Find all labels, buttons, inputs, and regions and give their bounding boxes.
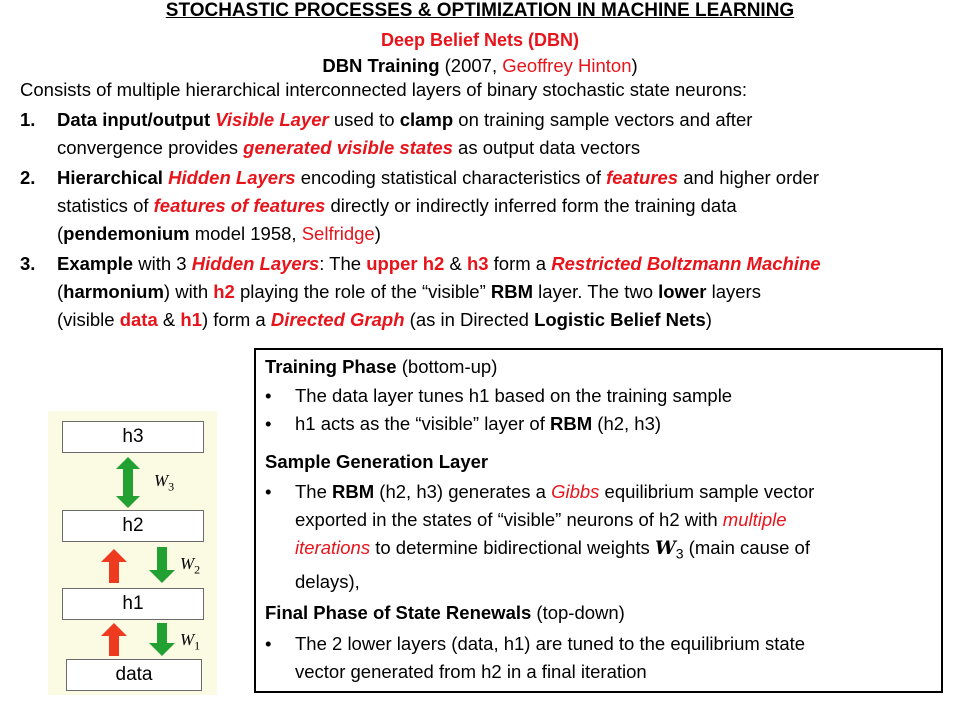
layer-h3: h3	[62, 421, 204, 453]
section-heading	[0, 55, 960, 77]
up-arrow-icon	[101, 623, 127, 656]
layer-data: data	[66, 659, 202, 691]
heading-author: Geoffrey Hinton	[502, 55, 632, 76]
item-number: 3.	[20, 253, 36, 274]
dbn-diagram	[48, 411, 217, 695]
weight-label-w2: $W_2$	[180, 554, 201, 577]
final-phase-heading: Final Phase of State Renewals (top-down)	[265, 602, 625, 623]
up-arrow-icon	[101, 549, 127, 583]
down-arrow-icon	[149, 623, 175, 656]
slide-title: STOCHASTIC PROCESSES & OPTIMIZATION IN MACHINE LEARNING	[165, 0, 795, 21]
slide-subtitle: Deep Belief Nets (DBN)	[380, 30, 580, 50]
item-number: 2.	[20, 167, 36, 188]
heading-year: (2007,	[439, 55, 503, 76]
training-phase-heading: Training Phase (bottom-up)	[265, 356, 498, 377]
intro-text: Consists of multiple hierarchical interconnected layers of binary stochastic state neurons:	[20, 79, 747, 100]
double-arrow-icon	[116, 457, 140, 508]
phases-box: Training Phase (bottom-up) • The data layer tunes h1 based on the training sample • h1 acts as the “visible” layer of RBM (h2, h3) Sample Generation Layer • The RBM (h2, h3) generates a Gibbs equilibrium sample vector exported in the states of “visible” neurons of h2 with multiple iterations to determine bidirectional weights $W_3$ (main cause of delays), Final Phase of State Renewals (top-down) • The 2 lower layers (data, h1) are tuned to the equilibrium state vector generated from h2 in a final iteration	[254, 348, 943, 693]
layer-h2: h2	[62, 510, 204, 542]
down-arrow-icon	[149, 547, 175, 583]
item-text: Data input/output Visible Layer used to clamp on training sample vectors and after convergence provides generated visible states as output data vectors	[57, 109, 753, 158]
item-text: Hierarchical Hidden Layers encoding statistical characteristics of features and higher order statistics of features of features directly or indirectly inferred form the training data (pendemonium model 1958, Selfridge)	[57, 167, 819, 244]
heading-close: )	[631, 55, 638, 76]
weight-label-w1: $W_1$	[180, 630, 201, 653]
item-number: 1.	[20, 109, 36, 130]
heading-label: DBN Training	[322, 55, 440, 76]
weight-label-w3: $W_3$	[154, 471, 175, 494]
sample-generation-heading: Sample Generation Layer	[265, 451, 489, 472]
layer-h1: h1	[62, 588, 204, 620]
item-text: Example with 3 Hidden Layers: The upper h2 & h3 form a Restricted Boltzmann Machine (harmonium) with h2 playing the role of the “visible” RBM layer. The two lower layers (visible data & h1) form a Directed Graph (as in Directed Logistic Belief Nets)	[57, 253, 821, 330]
